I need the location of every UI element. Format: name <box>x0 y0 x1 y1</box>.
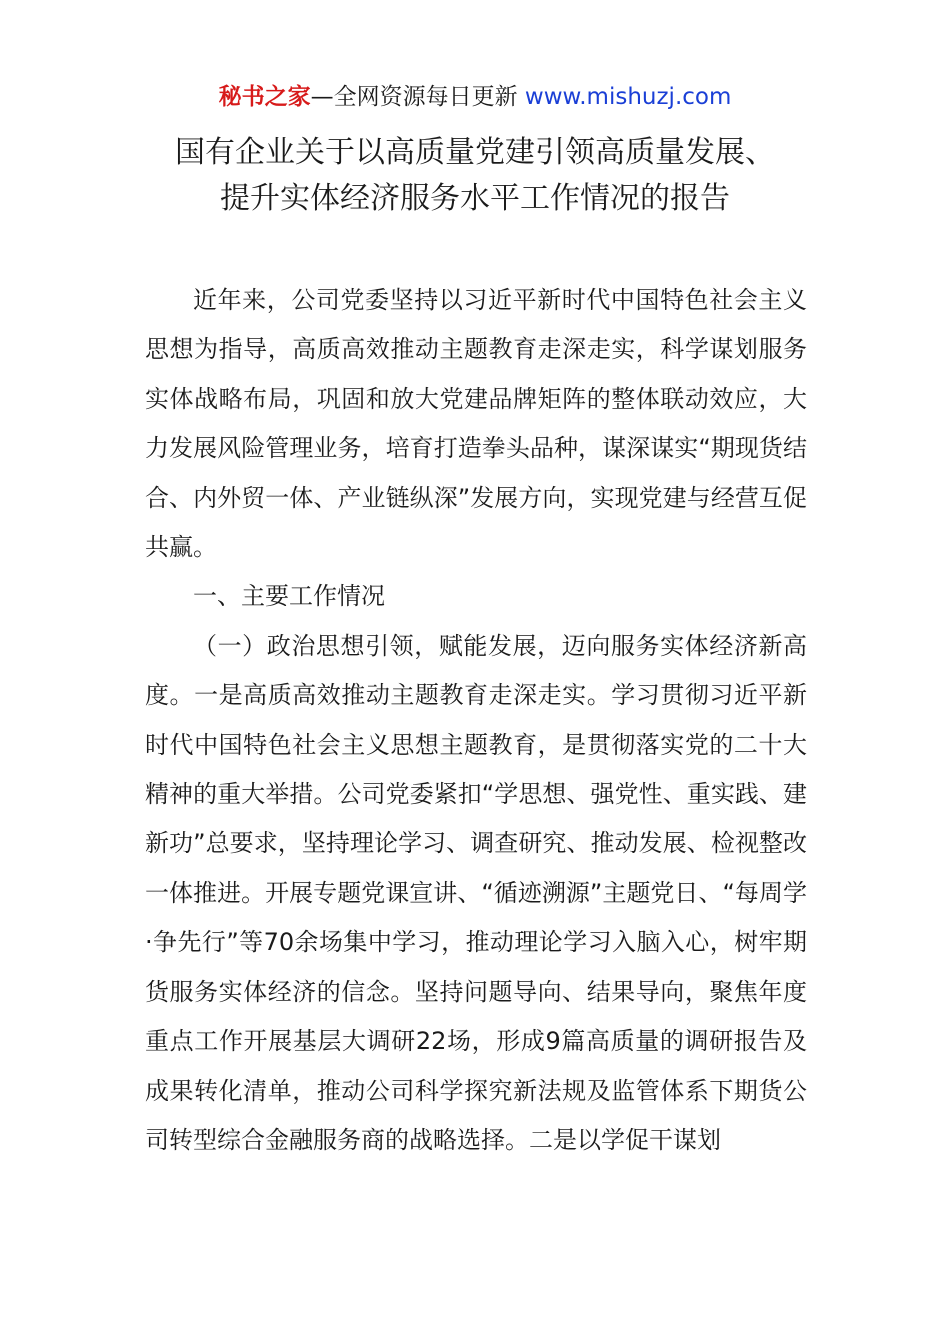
section-heading: 一、主要工作情况 <box>193 582 385 611</box>
paragraph-intro: 近年来，公司党委坚持以习近平新时代中国特色社会主义思想为指导，高质高效推动主题教育走深走实，科学谋划服务实体战略布局，巩固和放大党建品牌矩阵的整体联动效应，大力发展风险管理业务，培育打造拳头品种，谋深谋实“期现货结合、内外贸一体、产业链纵深”发展方向，实现党建与经营互促共赢。 <box>145 286 807 562</box>
banner-tagline: —全网资源每日更新 <box>310 84 518 110</box>
title-line-2: 提升实体经济服务水平工作情况的报告 <box>220 181 730 216</box>
site-banner <box>0 82 950 112</box>
document-body <box>145 276 807 1165</box>
brand-name: 秘书之家 <box>218 84 311 110</box>
paragraph-section-1: （一）政治思想引领，赋能发展，迈向服务实体经济新高度。一是高质高效推动主题教育走深走实。学习贯彻习近平新时代中国特色社会主义思想主题教育，是贯彻落实党的二十大精神的重大举措。公司党委紧扣“学思想、强党性、重实践、建新功”总要求，坚持理论学习、调查研究、推动发展、检视整改一体推进。开展专题党课宣讲、“循迹溯源”主题党日、“每周学·争先行”等70余场集中学习，推动理论学习入脑入心，树牢期货服务实体经济的信念。坚持问题导向、结果导向，聚焦年度重点工作开展基层大调研22场，形成9篇高质量的调研报告及成果转化清单，推动公司科学探究新法规及监管体系下期货公司转型综合金融服务商的战略选择。二是以学促干谋划 <box>145 631 807 1154</box>
title-line-1: 国有企业关于以高质量党建引领高质量发展、 <box>175 135 775 170</box>
site-url-link[interactable]: www.mishuzj.com <box>524 84 732 110</box>
document-title <box>0 130 950 222</box>
